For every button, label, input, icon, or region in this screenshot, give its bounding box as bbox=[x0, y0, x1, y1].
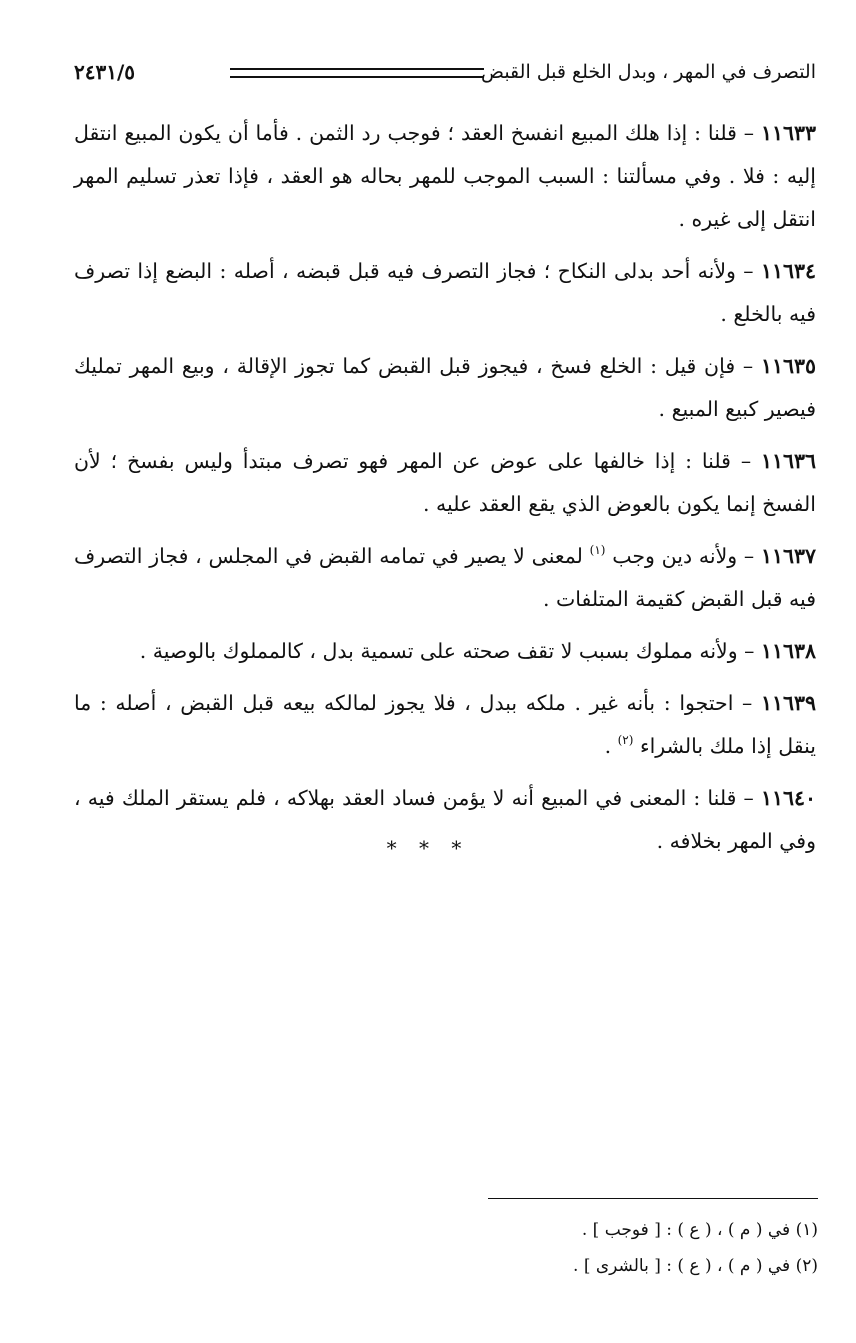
paragraph-11638 bbox=[74, 630, 816, 673]
paragraph-number: ١١٦٣٣ bbox=[760, 121, 816, 145]
paragraph-text: – قلنا : المعنى في المبيع أنه لا يؤمن فساد العقد بهلاكه ، فلم يستقر الملك فيه ، وفي المهر بخلافه . bbox=[74, 786, 816, 853]
paragraph-number: ١١٦٣٦ bbox=[760, 449, 816, 473]
paragraph-number: ١١٦٤٠ bbox=[760, 786, 816, 810]
paragraph-text: لمعنى لا يصير في تمامه القبض في المجلس ، فجاز التصرف فيه قبل القبض كقيمة المتلفات . bbox=[74, 544, 816, 611]
paragraph-11635 bbox=[74, 345, 816, 431]
paragraph-text: – ولأنه أحد بدلى النكاح ؛ فجاز التصرف فيه قبل قبضه ، أصله : البضع إذا تصرف فيه بالخلع . bbox=[74, 259, 816, 326]
paragraph-11633 bbox=[74, 112, 816, 241]
footnote-1: (١) في ( م ) ، ( ع ) : [ فوجب ] . bbox=[581, 1220, 818, 1240]
running-header bbox=[74, 56, 816, 90]
paragraph-number: ١١٦٣٤ bbox=[760, 259, 816, 283]
paragraph-text: – قلنا : إذا هلك المبيع انفسخ العقد ؛ فوجب رد الثمن . فأما أن يكون المبيع انتقل إليه : فلا . وفي مسألتنا : السبب الموجب للمهر بحاله هو العقد ، فإذا تعذر تسليم المهر انتقل إلى غيره . bbox=[74, 121, 816, 231]
paragraph-number: ١١٦٣٩ bbox=[760, 691, 816, 715]
paragraph-text: – قلنا : إذا خالفها على عوض عن المهر فهو تصرف مبتدأ وليس بفسخ ؛ لأن الفسخ إنما يكون بالعوض الذي يقع العقد عليه . bbox=[74, 449, 816, 516]
paragraph-text: – ولأنه مملوك بسبب لا تقف صحته على تسمية بدل ، كالمملوك بالوصية . bbox=[139, 639, 761, 663]
paragraph-11636 bbox=[74, 440, 816, 526]
footnotes bbox=[300, 1212, 818, 1284]
paragraph-text: – فإن قيل : الخلع فسخ ، فيجوز قبل القبض كما تجوز الإقالة ، وبيع المهر تمليك فيصير كبيع المبيع . bbox=[74, 354, 816, 421]
paragraph-text-start: – احتجوا : بأنه غير . ملكه ببدل ، فلا يجوز لمالكه بيعه قبل القبض ، أصله : ما ينقل إذا ملك بالشراء bbox=[74, 691, 816, 758]
paragraph-text-start: – ولأنه دين وجب bbox=[605, 544, 761, 568]
footnote-marker-2[interactable]: (٢) bbox=[617, 733, 634, 747]
main-text bbox=[74, 112, 816, 872]
paragraph-number: ١١٦٣٨ bbox=[760, 639, 816, 663]
paragraph-number: ١١٦٣٥ bbox=[760, 354, 816, 378]
header-double-rule bbox=[230, 68, 484, 78]
paragraph-text: . bbox=[604, 734, 618, 758]
paragraph-11634 bbox=[74, 250, 816, 336]
footnote-marker-1[interactable]: (١) bbox=[589, 543, 606, 557]
section-separator: * * * bbox=[386, 836, 470, 860]
page-number: ٢٤٣١/٥ bbox=[74, 60, 136, 84]
footnote-rule bbox=[488, 1198, 818, 1199]
paragraph-number: ١١٦٣٧ bbox=[760, 544, 816, 568]
header-title: التصرف في المهر ، وبدل الخلع قبل القبض bbox=[481, 61, 816, 83]
paragraph-11637 bbox=[74, 535, 816, 621]
footnote-2: (٢) في ( م ) ، ( ع ) : [ بالشرى ] . bbox=[573, 1256, 818, 1276]
paragraph-11639 bbox=[74, 682, 816, 768]
